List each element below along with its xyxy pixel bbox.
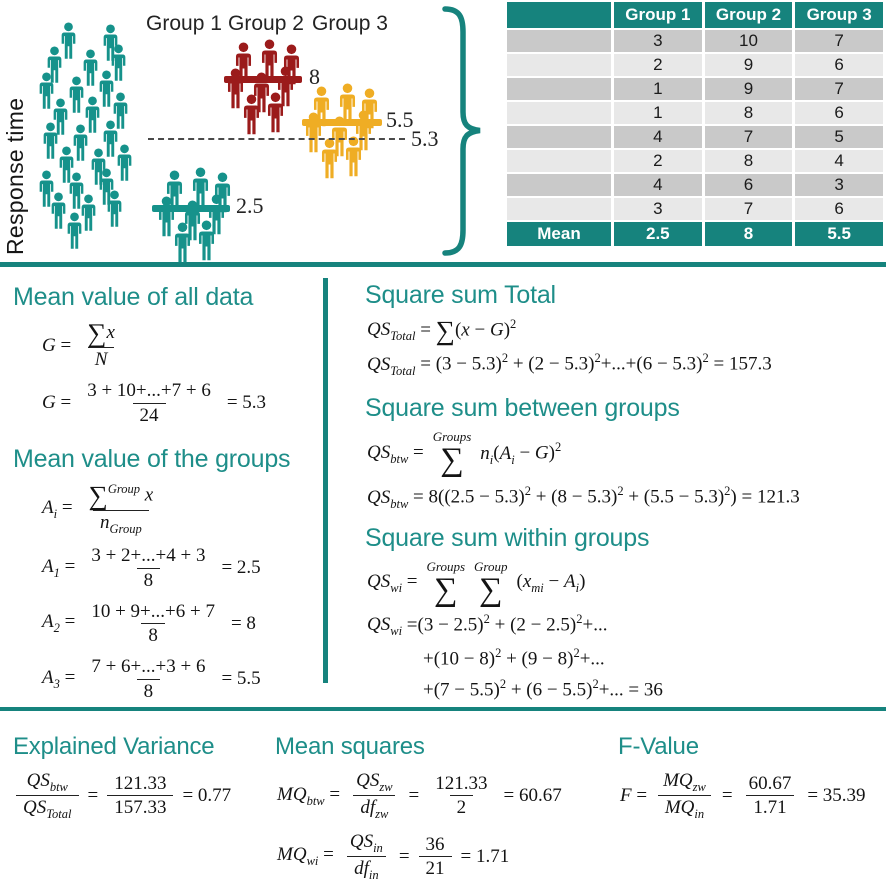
fraction: $\frac{MQ_{zw}}{MQ_{in}}$ — [656, 769, 713, 823]
table-row — [507, 30, 883, 52]
fraction: $\frac{QS_{in}}{df_{in}}$ — [343, 830, 390, 884]
table-cell: 3 — [614, 30, 702, 52]
table-row — [507, 102, 883, 124]
mean-cell: 8 — [705, 222, 793, 246]
formula-qs-btw-calc — [367, 484, 886, 511]
table-header-cell: Group 2 — [705, 2, 793, 28]
formula-text: = 0.77 — [182, 784, 232, 806]
formula-text: $+(7 - 5.5)^2 + (6 - 5.5)^2+$... = 36 — [423, 677, 663, 701]
fraction: $\frac{3 + 2+...+4 + 3}{8}$ — [91, 545, 206, 591]
section-title-sq-total: Square sum Total — [365, 281, 556, 309]
table-cell: 6 — [795, 102, 883, 124]
formula-text: $(x_{mi} - A_i)$ — [516, 570, 586, 595]
fraction: $\frac{10 + 9+...+6 + 7}{8}$ — [91, 600, 215, 647]
formula-text: = 2.5 — [221, 557, 261, 579]
fraction: $\frac{QS_{zw}}{df_{zw}}$ — [349, 769, 399, 823]
formula-qs-wi-calc — [367, 612, 886, 702]
group-3-cluster — [300, 86, 384, 180]
mean-row-label: Mean — [507, 222, 611, 246]
formula-text: = — [408, 784, 420, 806]
section-title-mean-groups: Mean value of the groups — [13, 445, 291, 474]
formula-group-mean-a2 — [42, 600, 323, 649]
formula-explained-variance — [16, 769, 272, 823]
formula-text: = 5.3 — [226, 392, 267, 413]
table-cell: 4 — [614, 126, 702, 148]
table-row — [507, 78, 883, 100]
formula-text: $QS_{wi} =(3 - 2.5)^2 + (2 - 2.5)^2+$... — [367, 611, 608, 638]
fraction: $\frac{60.67}{1.71}$ — [742, 772, 799, 821]
section-title-mean-squares: Mean squares — [275, 733, 425, 760]
table-cell: 1 — [614, 102, 702, 124]
table-cell — [507, 54, 611, 76]
formula-mq-btw — [277, 769, 608, 823]
sum-symbol: Groups ∑ — [432, 429, 472, 479]
table-cell: 2 — [614, 54, 702, 76]
formula-text: = — [398, 845, 410, 867]
table-row — [507, 174, 883, 196]
formula-group-mean-def — [42, 482, 323, 537]
formula-text: = 5.5 — [221, 668, 261, 690]
table-cell — [507, 174, 611, 196]
formula-text: $A_3$ = — [42, 666, 76, 691]
section-title-sq-between: Square sum between groups — [365, 394, 680, 423]
table-cell: 3 — [795, 174, 883, 196]
person-icon — [114, 144, 135, 181]
group-2-label: Group 2 — [228, 12, 304, 35]
table-cell: 6 — [705, 174, 793, 196]
fraction: $\frac{\sum^{Group} x}{n_{Group}}$ — [88, 480, 154, 536]
person-icon — [104, 190, 125, 227]
table-cell — [507, 198, 611, 220]
person-icon — [318, 138, 341, 179]
table-header-cell: Group 3 — [795, 2, 883, 28]
table-cell: 6 — [795, 54, 883, 76]
formula-group-mean-a3 — [42, 655, 323, 704]
table-cell: 7 — [795, 30, 883, 52]
table-mean-row — [507, 222, 883, 246]
table-cell — [507, 30, 611, 52]
data-table — [504, 0, 886, 248]
formula-text: $A_2$ = — [42, 611, 76, 636]
formula-text: $QS_{btw}$ = — [367, 441, 424, 466]
grand-mean-value: 5.3 — [411, 126, 439, 151]
formula-text: = 1.71 — [460, 845, 510, 867]
fraction: $\frac{QS_{btw}}{QS_{Total}}$ — [16, 769, 79, 823]
table-cell: 1 — [614, 78, 702, 100]
formula-grand-mean-calc — [42, 379, 323, 428]
mean-cell: 2.5 — [614, 222, 702, 246]
table-cell — [507, 126, 611, 148]
mean-cell: 5.5 — [795, 222, 883, 246]
formula-mq-wi — [277, 830, 608, 884]
table-cell: 8 — [705, 102, 793, 124]
section-title-explained: Explained Variance — [13, 733, 215, 760]
table-header-cell — [507, 2, 611, 28]
person-icon — [195, 220, 218, 261]
table-cell — [507, 78, 611, 100]
middle-section — [0, 267, 886, 707]
formula-text: G = — [42, 392, 72, 413]
table-cell: 2 — [614, 150, 702, 172]
formula-text: $QS_{Total} = \sum(x - G)^2$ — [367, 315, 517, 346]
section-title-f-value: F-Value — [618, 733, 699, 760]
table-cell: 5 — [795, 126, 883, 148]
table-cell: 3 — [614, 198, 702, 220]
mean-squares-block — [272, 711, 608, 883]
table-cell: 7 — [795, 78, 883, 100]
table-row — [507, 54, 883, 76]
table-cell: 4 — [614, 174, 702, 196]
top-section — [0, 0, 886, 262]
formula-group-mean-a1 — [42, 544, 323, 593]
formula-text: G = — [42, 334, 72, 356]
person-icon — [264, 92, 287, 133]
pictograph — [0, 0, 505, 262]
group-2-cluster — [222, 42, 306, 136]
table-mean-row — [507, 222, 883, 246]
formula-f-value — [620, 769, 886, 823]
grand-mean-line — [148, 138, 405, 140]
formula-text: $MQ_{btw}$ = — [277, 783, 341, 808]
curly-brace-icon — [438, 4, 496, 258]
fraction: $\frac{121.33}{157.33}$ — [107, 772, 173, 821]
person-icon — [342, 136, 365, 177]
formula-qs-total-calc — [367, 351, 886, 378]
explained-variance-block — [0, 711, 272, 879]
table-row — [507, 126, 883, 148]
group-3-label: Group 3 — [312, 12, 388, 35]
table-cell: 9 — [705, 54, 793, 76]
table-cell: 4 — [795, 150, 883, 172]
formula-text: = 60.67 — [503, 784, 562, 806]
section-title-sq-within: Square sum within groups — [365, 523, 650, 552]
group-1-mean-value: 2.5 — [236, 193, 264, 218]
table-row — [507, 198, 883, 220]
sum-symbol: Group ∑ — [474, 558, 508, 608]
formula-text: $+(10 - 8)^2 + (9 - 8)^2+$... — [423, 645, 605, 670]
person-icon — [171, 222, 194, 263]
table-cell: 7 — [705, 198, 793, 220]
formula-text: $MQ_{wi}$ = — [277, 844, 334, 869]
sum-symbol: Groups ∑ — [426, 558, 466, 608]
table-cell: 8 — [705, 150, 793, 172]
formula-text: = — [87, 784, 99, 806]
formula-text: $A_i$ = — [42, 497, 73, 522]
section-title-mean-all: Mean value of all data — [13, 283, 254, 311]
table-cell — [507, 102, 611, 124]
formula-qs-wi-def — [367, 560, 886, 607]
table-header-cell: Group 1 — [614, 2, 702, 28]
group-2-mean-value: 8 — [309, 64, 320, 89]
formula-text: $A_1$ = — [42, 555, 76, 580]
formula-text: $n_i(A_i - G)^2$ — [480, 440, 562, 467]
y-axis-label: Response time — [2, 97, 28, 255]
group-1-cluster — [153, 170, 237, 264]
formula-text: = 35.39 — [807, 784, 866, 806]
fraction: $\frac{7 + 6+...+3 + 6}{8}$ — [91, 656, 206, 702]
fraction: $\frac{\sum x}{N}$ — [87, 318, 115, 370]
formula-text: $QS_{wi}$ = — [367, 570, 418, 595]
formula-grand-mean-def — [42, 320, 323, 372]
table-cell — [507, 150, 611, 172]
formula-text: $QS_{btw} = 8((2.5 - 5.3)^2 + (8 - 5.3)^2 + (5.5 - 5.3)^2) = 121.3$ — [367, 484, 800, 511]
bottom-section — [0, 711, 886, 883]
table-row — [507, 150, 883, 172]
formula-qs-btw-def — [367, 430, 886, 477]
group-3-mean-value: 5.5 — [386, 107, 414, 132]
right-formula-column — [328, 267, 886, 707]
table-cell: 10 — [705, 30, 793, 52]
f-value-block — [608, 711, 886, 879]
table-cell: 6 — [795, 198, 883, 220]
group-2-mean-bar — [224, 76, 302, 83]
fraction: $\frac{36}{21}$ — [419, 833, 452, 882]
table-cell: 7 — [705, 126, 793, 148]
formula-text: = — [721, 784, 733, 806]
fraction: $\frac{3 + 10+...+7 + 6}{24}$ — [87, 379, 211, 426]
formula-text: F = — [620, 784, 648, 806]
formula-qs-total-def — [367, 317, 886, 344]
fraction: $\frac{121.33}{2}$ — [435, 772, 488, 819]
group-1-mean-bar — [152, 205, 230, 212]
left-formula-column — [0, 267, 323, 707]
group-1-label: Group 1 — [146, 12, 222, 35]
population-crowd — [36, 22, 140, 254]
table-header — [507, 2, 883, 28]
table-cell: 9 — [705, 78, 793, 100]
group-3-mean-bar — [302, 119, 382, 126]
person-icon — [240, 94, 263, 135]
table-body — [507, 30, 883, 220]
formula-text: $QS_{Total} = (3 - 5.3)^2 + (2 - 5.3)^2+...+(6 - 5.3)^2 = 157.3$ — [367, 351, 772, 378]
formula-text: = 8 — [230, 612, 256, 634]
person-icon — [64, 212, 85, 249]
